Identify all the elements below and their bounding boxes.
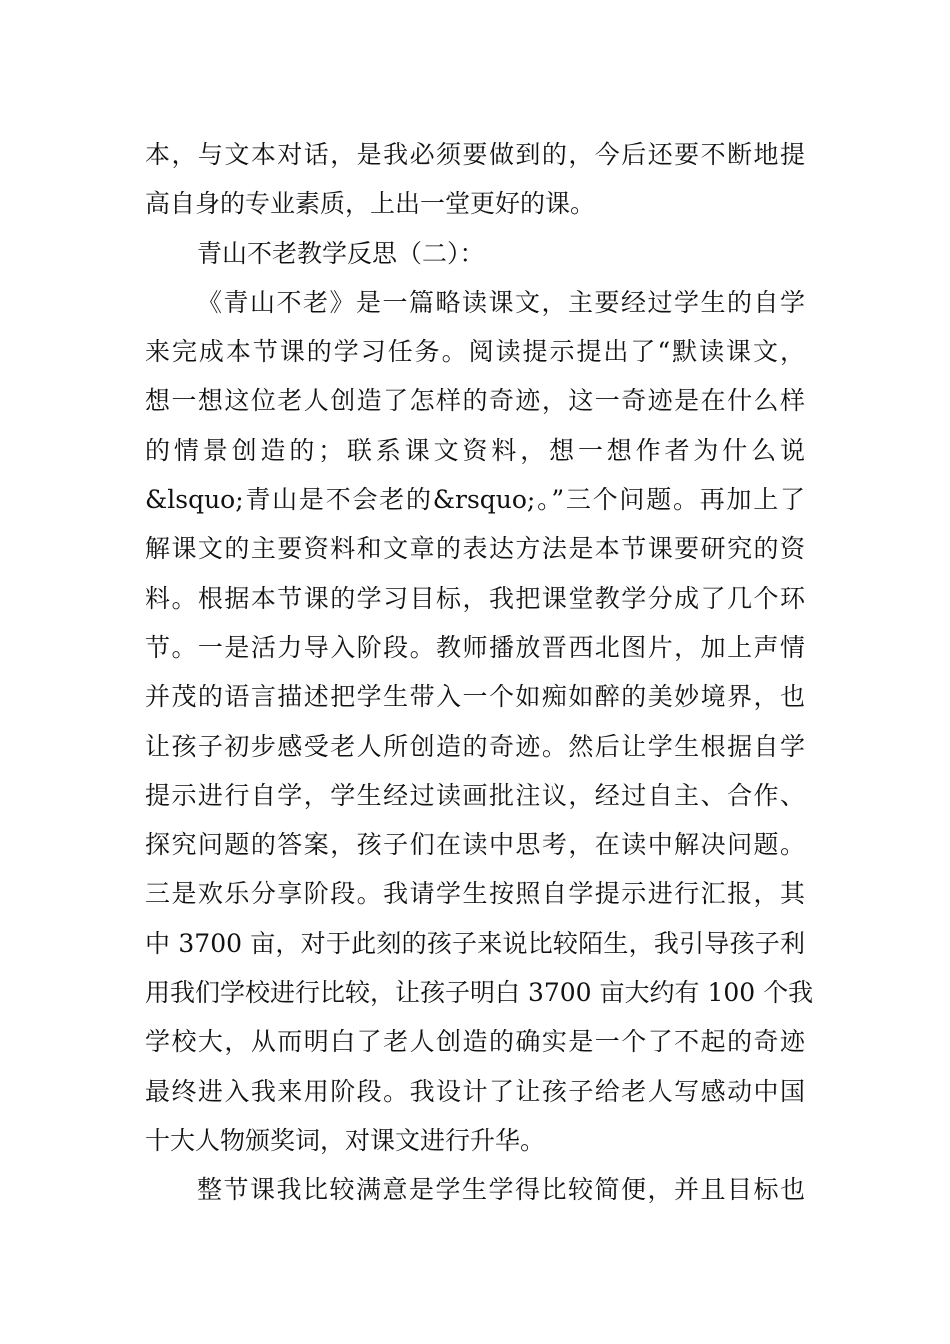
text-line: 并茂的语言描述把学生带入一个如痴如醉的美妙境界，也	[145, 682, 805, 712]
text-line: 节。一是活力导入阶段。教师播放晋西北图片，加上声情	[145, 632, 805, 662]
section-heading: 青山不老教学反思（二）：	[197, 238, 485, 268]
text-line: 让孩子初步感受老人所创造的奇迹。然后让学生根据自学	[145, 731, 805, 761]
text-line: 高自身的专业素质，上出一堂更好的课。	[145, 189, 596, 219]
text-line: 解课文的主要资料和文章的表达方法是本节课要研究的资	[145, 534, 805, 564]
paragraph-first-line: 《青山不老》是一篇略读课文，主要经过学生的自学	[197, 287, 805, 317]
text-line: &lsquo;青山是不会老的&rsquo;。”三个问题。再加上了	[145, 485, 805, 515]
text-line: 学校大，从而明白了老人创造的确实是一个了不起的奇迹	[145, 1027, 805, 1057]
document-body	[145, 130, 814, 1215]
text-line: 中 3700 亩，对于此刻的孩子来说比较陌生，我引导孩子利	[145, 928, 805, 958]
text-line: 十大人物颁奖词，对课文进行升华。	[145, 1125, 546, 1155]
text-line: 本，与文本对话，是我必须要做到的，今后还要不断地提	[145, 140, 805, 169]
text-line: 料。根据本节课的学习目标，我把课堂教学分成了几个环	[145, 583, 805, 613]
text-line: 想一想这位老人创造了怎样的奇迹，这一奇迹是在什么样	[145, 386, 805, 416]
text-line: 的情景创造的；联系课文资料，想一想作者为什么说	[145, 435, 805, 465]
paragraph-first-line: 整节课我比较满意是学生学得比较简便，并且目标也	[197, 1175, 805, 1205]
text-line: 三是欢乐分享阶段。我请学生按照自学提示进行汇报，其	[145, 879, 805, 909]
text-line: 提示进行自学，学生经过读画批注议，经过自主、合作、	[145, 780, 805, 810]
text-line: 用我们学校进行比较，让孩子明白 3700 亩大约有 100 个我	[145, 978, 814, 1008]
text-line: 探究问题的答案，孩子们在读中思考，在读中解决问题。	[145, 830, 805, 860]
text-line: 最终进入我来用阶段。我设计了让孩子给老人写感动中国	[145, 1076, 805, 1106]
text-line: 来完成本节课的学习任务。阅读提示提出了“默读课文，	[145, 337, 805, 367]
